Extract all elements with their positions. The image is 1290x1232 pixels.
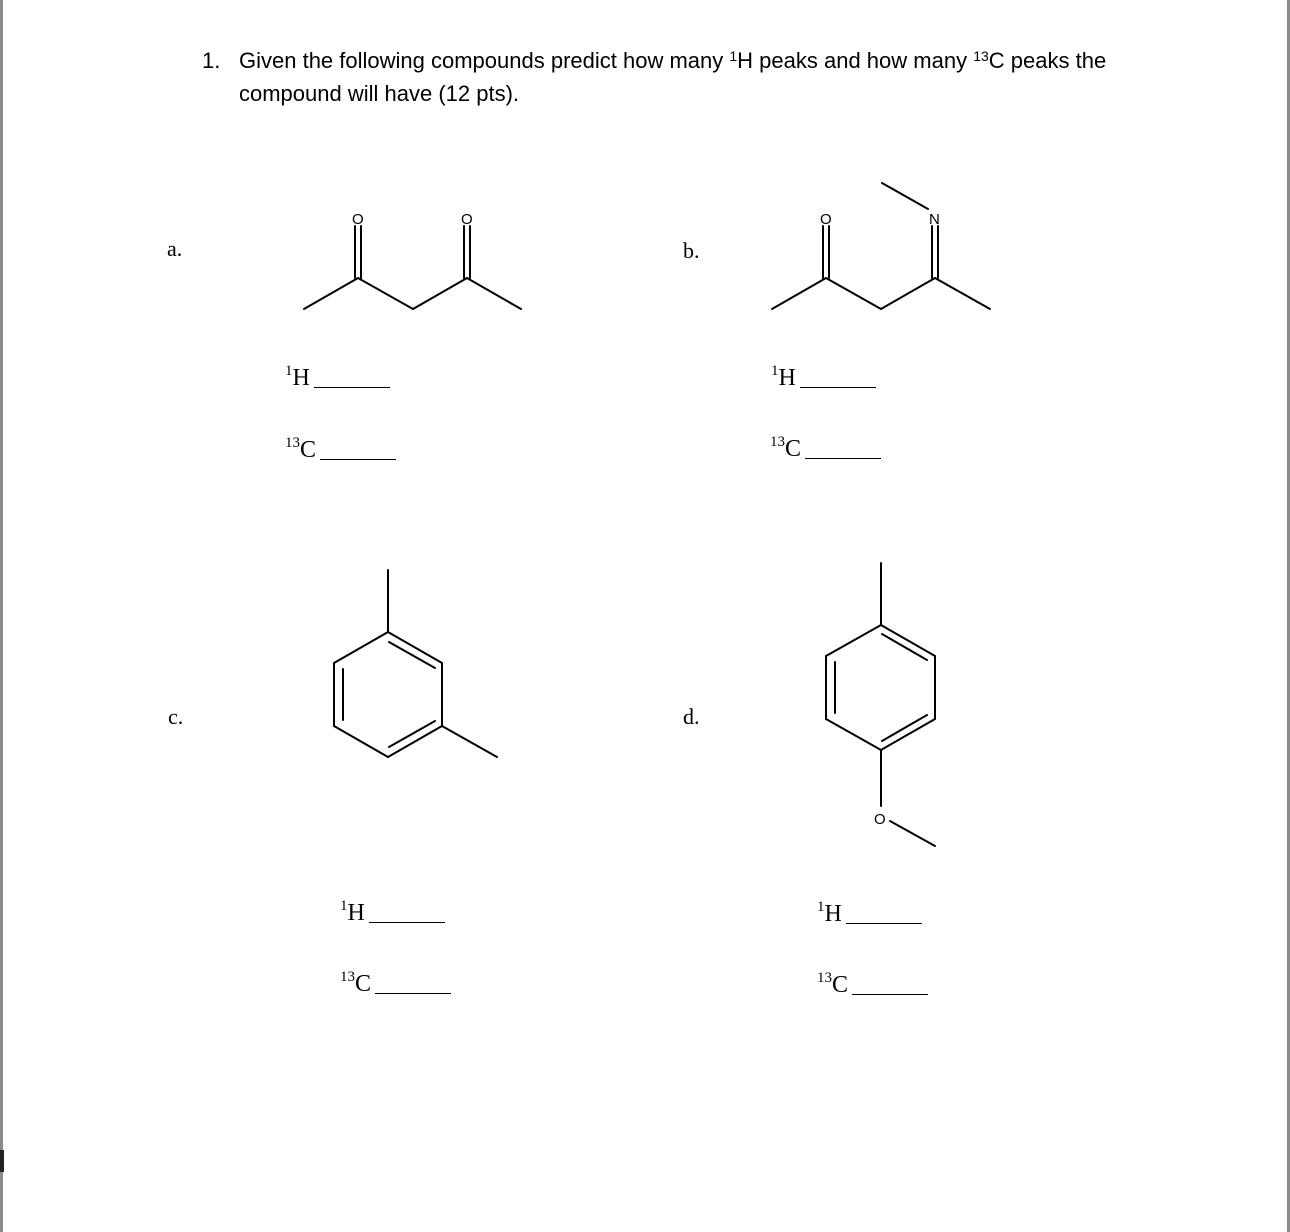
compound-d-h-peaks [817, 901, 922, 928]
bond [881, 719, 935, 750]
oxygen-atom: O [874, 811, 886, 828]
element-symbol: C [832, 972, 849, 998]
bond [826, 625, 881, 656]
mass-number: 13 [770, 434, 785, 450]
compound-d-label: d. [683, 704, 700, 729]
oxygen-atom: O [461, 211, 473, 228]
answer-blank-c[interactable] [852, 994, 928, 995]
h-mass-number: 1 [729, 48, 738, 64]
element-symbol: H [778, 365, 796, 391]
bond [881, 625, 935, 656]
c-mass-number: 13 [973, 48, 989, 64]
c-symbol: C [988, 48, 1005, 73]
question-number: 1. [202, 48, 221, 73]
compound-c-label: c. [168, 704, 184, 729]
compound-a-label: a. [167, 236, 183, 261]
element-symbol: C [300, 437, 317, 463]
element-symbol: H [824, 901, 842, 927]
compound-b-label: b. [683, 238, 700, 263]
element-symbol: C [355, 971, 372, 997]
element-symbol: H [347, 900, 365, 926]
bond [890, 821, 935, 846]
element-symbol: H [292, 365, 310, 391]
answer-blank-h[interactable] [846, 923, 922, 924]
question-text-part: peaks the compound will have (12 pts). [239, 48, 1107, 106]
bond [826, 719, 881, 750]
element-symbol: C [785, 436, 802, 462]
h-symbol: H [737, 48, 754, 73]
mass-number: 1 [340, 898, 348, 914]
mass-number: 1 [817, 899, 825, 915]
oxygen-atom: O [820, 211, 832, 228]
mass-number: 1 [771, 363, 779, 379]
compound-d-c-peaks [817, 972, 928, 999]
oxygen-atom: O [352, 211, 364, 228]
mass-number: 13 [817, 970, 832, 986]
nitrogen-atom: N [929, 211, 940, 228]
mass-number: 1 [285, 363, 293, 379]
mass-number: 13 [285, 435, 300, 451]
question-text-part: Given the following compounds predict how many [239, 48, 730, 73]
question-text-part: peaks and how many [753, 48, 974, 73]
mass-number: 13 [340, 969, 355, 985]
